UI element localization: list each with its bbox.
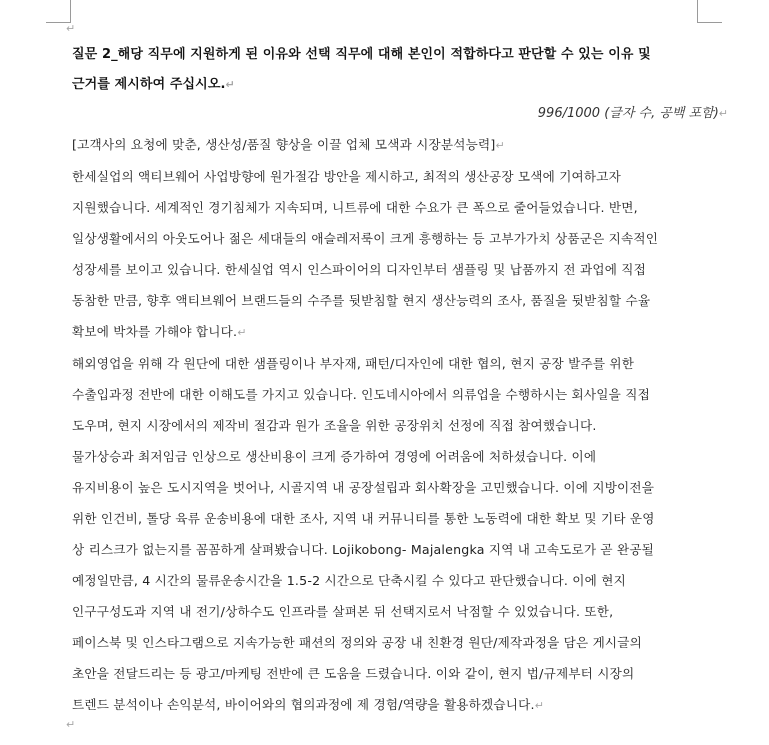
section-title: [고객사의 요청에 맞춘, 생산성/품질 향상을 이끌 업체 모색과 시장분석능력]↵	[72, 137, 505, 152]
question-heading	[72, 40, 712, 100]
paragraph-mark-icon: ↵	[534, 699, 545, 712]
character-count: 996/1000 (글자 수, 공백 포함)↵	[537, 106, 728, 121]
page-corner-mark-right	[697, 0, 722, 23]
paragraph-mark-icon: ↵	[66, 718, 76, 731]
document-page[interactable]	[72, 40, 728, 721]
body-paragraph: 물가상승과 최저임금 인상으로 생산비용이 크게 증가하여 경영에 어려움에 처하셨습니다. 이에 유지비용이 높은 도시지역을 벗어나, 시골지역 내 공장설립과 회사확장을 고민했습니다. 이에 지방이전을 위한 인건비, 톨당 육류 운송비용에 대한 조사, 지역 내 커뮤니티를 통한 노동력에 대한 확보 및 기타 운영 상 리스크가 없는지를 꼼꼼하게 살펴봤습니다. Lojikobong- Majalengka 지역 내 고속도로가 곧 완공될 예정일만큼, 4 시간의 물류운송시간을 1.5-2 시간으로 단축시킬 수 있다고 판단했습니다. 이에 현지 인구구성도과 지역 내 전기/상하수도 인프라를 살펴본 뒤 선택지로서 낙점할 수 있었습니다. 또한, 페이스북 및 인스타그램으로 지속가능한 패션의 정의와 공장 내 친환경 원단/제작과정을 담은 게시글의 초안을 전달드리는 등 광고/마케팅 전반에 큰 도움을 드렸습니다. 이와 같이, 현지 법/규제부터 시장의 트렌드 분석이나 손익분석, 바이어와의 협의과정에 제 경험/역량을 활용하겠습니다.↵	[72, 449, 655, 712]
paragraph-mark-icon: ↵	[66, 22, 76, 35]
paragraph-mark-icon: ↵	[225, 78, 235, 91]
paragraph-mark-icon: ↵	[718, 107, 728, 120]
paragraph-mark-icon: ↵	[237, 326, 247, 339]
page-corner-mark-left	[46, 0, 71, 23]
question-line-1: 질문 2_해당 직무에 지원하게 된 이유와 선택 직무에 대해 본인이 적합하다고 판단할 수 있는 이유 및	[72, 47, 651, 62]
body-paragraph: 한세실업의 액티브웨어 사업방향에 원가절감 방안을 제시하고, 최적의 생산공장 모색에 기여하고자 지원했습니다. 세계적인 경기침체가 지속되며, 니트류에 대한 수요가 큰 폭으로 줄어들었습니다. 반면, 일상생활에서의 아웃도어나 젊은 세대들의 애슬레저룩이 크게 흥행하는 등 고부가가치 상품군은 지속적인 성장세를 보이고 있습니다. 한세실업 역시 인스파이어의 디자인부터 샘플링 및 납품까지 전 과업에 직접 동참한 만큼, 향후 액티브웨어 브랜드들의 수주를 뒷받침할 현지 생산능력의 조사, 품질을 뒷받침할 수율 확보에 박차를 가해야 합니다.↵	[72, 169, 659, 339]
question-line-2: 근거를 제시하여 주십시오.	[72, 77, 226, 92]
body-paragraph: 해외영업을 위해 각 원단에 대한 샘플링이나 부자재, 패턴/디자인에 대한 협의, 현지 공장 발주를 위한 수출입과정 전반에 대한 이해도를 가지고 있습니다. 인도네시아에서 의류업을 수행하시는 회사일을 직접 도우며, 현지 시장에서의 제작비 절감과 원가 조율을 위한 공장위치 선정에 직접 참여했습니다.	[72, 356, 650, 433]
paragraph-mark-icon: ↵	[495, 139, 505, 152]
